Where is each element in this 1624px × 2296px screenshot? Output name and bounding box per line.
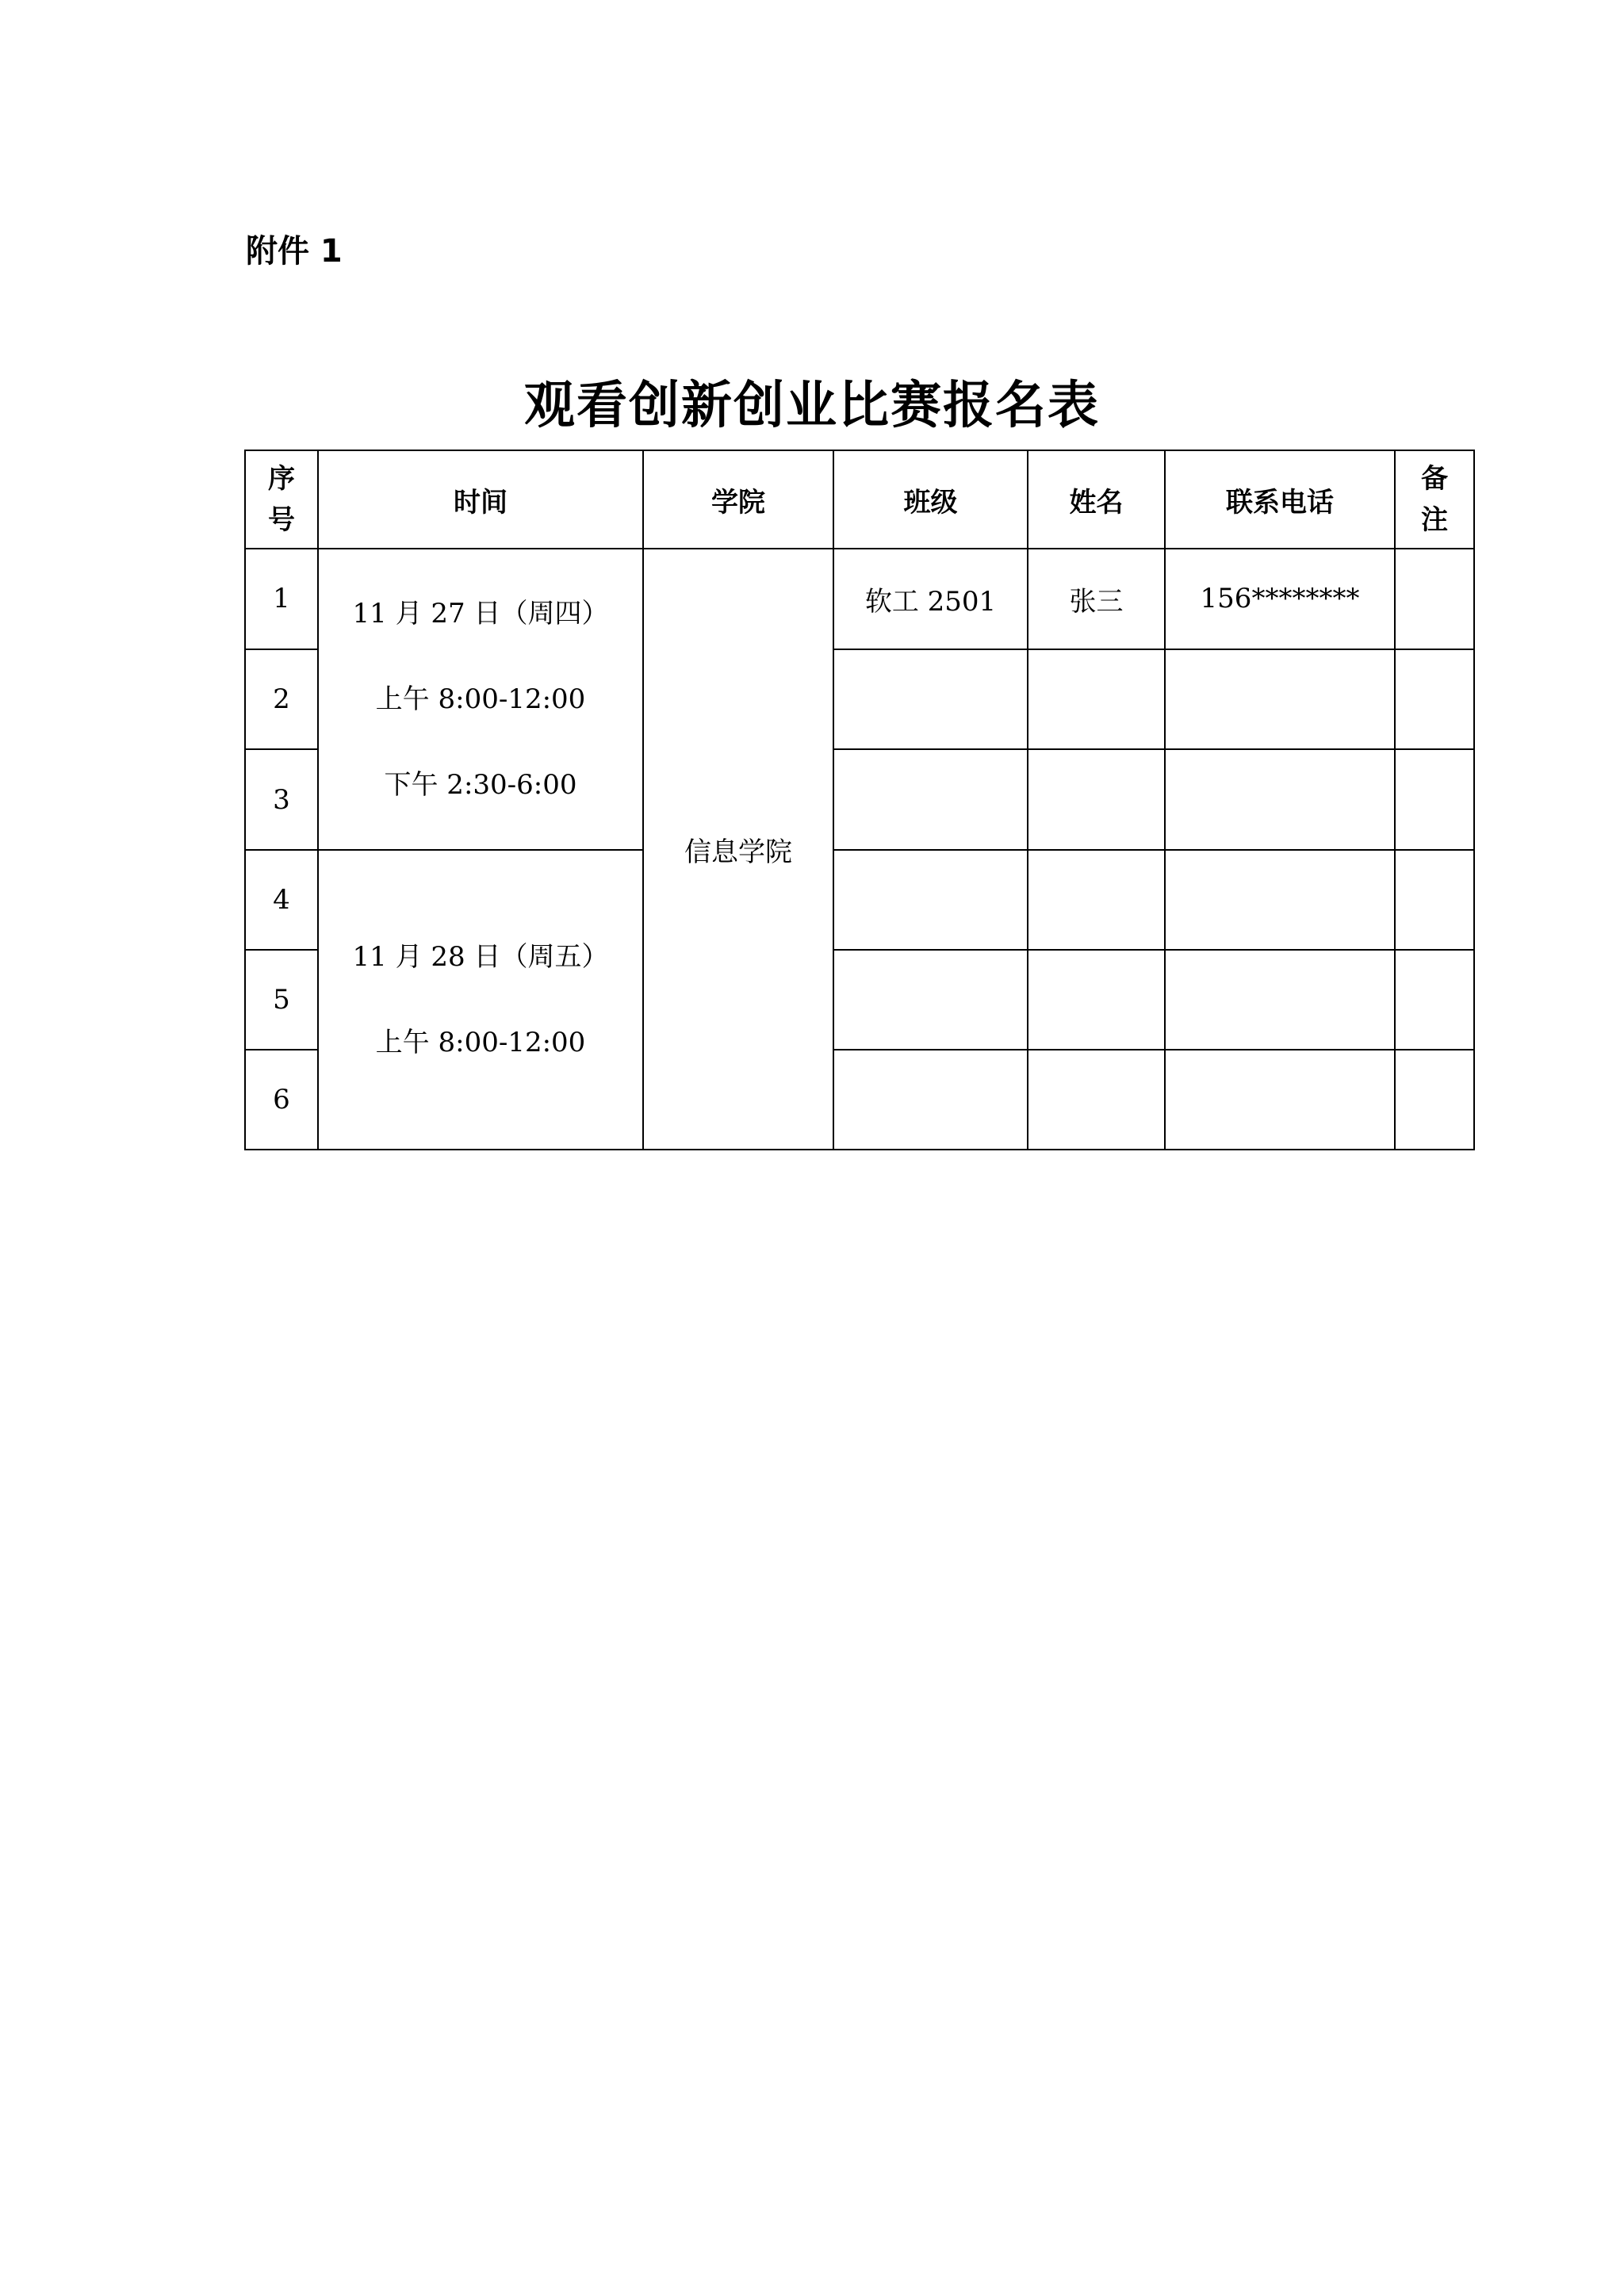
session-1-afternoon: 下午 2:30-6:00 <box>384 769 577 801</box>
time-cell-session-1 <box>318 549 643 850</box>
attachment-label: 附件 1 <box>246 233 343 270</box>
class-cell[interactable] <box>833 649 1028 750</box>
form-title: 观看创新创业比赛报名表 <box>524 377 1100 435</box>
session-2-morning: 上午 8:00-12:00 <box>375 1027 586 1058</box>
seq-cell: 6 <box>245 1050 318 1150</box>
seq-cell: 2 <box>245 649 318 750</box>
phone-cell[interactable] <box>1165 950 1395 1050</box>
name-cell[interactable] <box>1028 649 1165 750</box>
phone-cell[interactable] <box>1165 1050 1395 1150</box>
remark-cell[interactable] <box>1395 549 1474 649</box>
name-cell[interactable]: 张三 <box>1028 549 1165 649</box>
class-cell[interactable] <box>833 749 1028 850</box>
session-1-date: 11 月 27 日（周四） <box>352 598 609 629</box>
registration-table <box>244 450 1475 1150</box>
time-cell-session-2 <box>318 850 643 1150</box>
name-cell[interactable] <box>1028 749 1165 850</box>
class-cell[interactable] <box>833 850 1028 950</box>
remark-cell[interactable] <box>1395 850 1474 950</box>
phone-cell[interactable] <box>1165 649 1395 750</box>
remark-cell[interactable] <box>1395 749 1474 850</box>
header-class: 班级 <box>833 450 1028 549</box>
class-cell[interactable]: 软工 2501 <box>833 549 1028 649</box>
header-time: 时间 <box>318 450 643 549</box>
phone-cell[interactable] <box>1165 850 1395 950</box>
name-cell[interactable] <box>1028 950 1165 1050</box>
session-1-morning: 上午 8:00-12:00 <box>375 683 586 715</box>
table-header-row <box>245 450 1474 549</box>
seq-cell: 4 <box>245 850 318 950</box>
table-row <box>245 850 1474 950</box>
seq-cell: 1 <box>245 549 318 649</box>
seq-cell: 5 <box>245 950 318 1050</box>
class-cell[interactable] <box>833 1050 1028 1150</box>
header-seq: 序 号 <box>245 450 318 549</box>
class-cell[interactable] <box>833 950 1028 1050</box>
name-cell[interactable] <box>1028 1050 1165 1150</box>
phone-cell[interactable]: 156******** <box>1165 549 1395 649</box>
seq-cell: 3 <box>245 749 318 850</box>
remark-cell[interactable] <box>1395 649 1474 750</box>
remark-cell[interactable] <box>1395 950 1474 1050</box>
header-phone: 联系电话 <box>1165 450 1395 549</box>
phone-cell[interactable] <box>1165 749 1395 850</box>
table-row <box>245 549 1474 649</box>
remark-cell[interactable] <box>1395 1050 1474 1150</box>
header-name: 姓名 <box>1028 450 1165 549</box>
name-cell[interactable] <box>1028 850 1165 950</box>
college-cell: 信息学院 <box>643 549 833 1150</box>
header-remark: 备 注 <box>1395 450 1474 549</box>
session-2-date: 11 月 28 日（周五） <box>352 941 609 973</box>
header-college: 学院 <box>643 450 833 549</box>
